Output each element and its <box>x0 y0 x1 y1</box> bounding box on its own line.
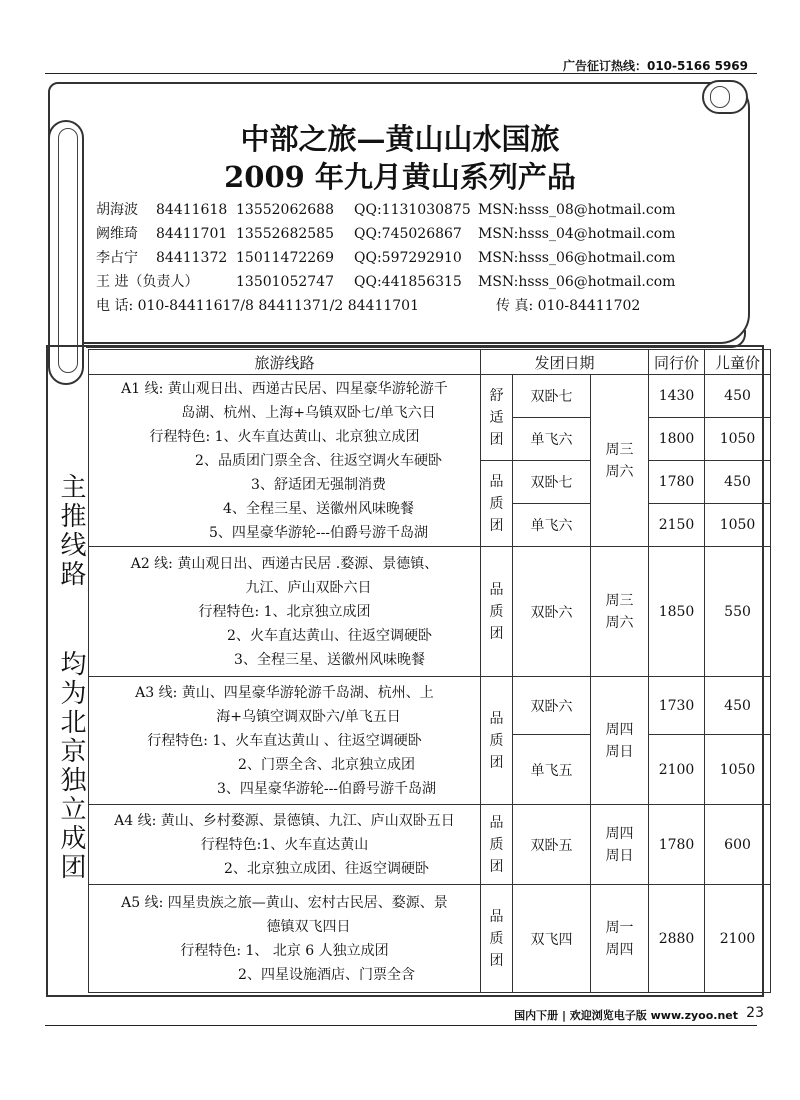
adult-price: 1780 <box>649 461 705 504</box>
desc-line: 行程特色: 1、北京独立成团 <box>198 603 371 620</box>
adult-price: 1800 <box>649 418 705 461</box>
adult-price: 1730 <box>649 677 705 735</box>
desc-line: A1 线: 黄山观日出、西递古民居、四星豪华游轮游千 <box>121 380 448 397</box>
desc-line: 2、火车直达黄山、往返空调硬卧 <box>227 627 432 644</box>
trip-type: 双卧六 <box>513 547 591 677</box>
desc-line: 2、品质团门票全含、往返空调火车硬卧 <box>195 452 442 469</box>
desc-line: A2 线: 黄山观日出、西递古民居 .婺源、景德镇、 <box>130 555 439 572</box>
desc-line: 5、四星豪华游轮---伯爵号游千岛湖 <box>208 524 429 541</box>
adult-price: 1430 <box>649 375 705 418</box>
trip-type: 单飞六 <box>513 504 591 547</box>
child-price: 600 <box>705 805 771 885</box>
trip-type: 双卧七 <box>513 375 591 418</box>
grade-text: 品质团 <box>489 473 504 534</box>
contact-row <box>96 246 696 270</box>
contact-list <box>96 198 696 318</box>
adult-price: 1780 <box>649 805 705 885</box>
desc-line: 2、门票全含、北京独立成团 <box>238 756 415 773</box>
route-a4-grade <box>481 805 513 885</box>
table-row <box>89 375 771 418</box>
route-a2-grade <box>481 547 513 677</box>
desc-line: 九江、庐山双卧六日 <box>245 579 372 596</box>
contact-row <box>96 222 696 246</box>
route-a2-desc <box>89 547 481 677</box>
side-label <box>54 345 88 997</box>
desc-line: 4、全程三星、送徽州风味晚餐 <box>223 500 414 517</box>
contact-name: 阙维琦 <box>96 226 138 242</box>
desc-line: 行程特色: 1、火车直达黄山 、往返空调硬卧 <box>147 732 422 749</box>
desc-line: 3、四星豪华游轮---伯爵号游千岛湖 <box>216 780 437 797</box>
route-a3-desc <box>89 677 481 805</box>
days-text: 周三周六 <box>605 441 634 480</box>
table-header-row <box>89 350 771 375</box>
header-depart: 发团日期 <box>481 350 649 375</box>
contact-msn: MSN:hsss_04@hotmail.com <box>478 226 676 242</box>
grade-text: 舒适团 <box>489 387 504 448</box>
trip-type: 双飞四 <box>513 885 591 993</box>
contact-qq: QQ:745026867 <box>354 226 462 242</box>
desc-line: 行程特色: 1、 北京 6 人独立成团 <box>180 942 389 959</box>
page-title: 中部之旅—黄山山水国旅 <box>240 122 560 156</box>
child-price: 1050 <box>705 504 771 547</box>
contact-qq: QQ:1131030875 <box>354 202 471 218</box>
route-a1-grade-quality <box>481 461 513 547</box>
table-row <box>89 547 771 677</box>
route-a5-grade <box>481 885 513 993</box>
child-price: 450 <box>705 375 771 418</box>
table-row <box>89 805 771 885</box>
scroll-curl-right-inner <box>710 86 730 108</box>
grade-text: 品质团 <box>489 710 504 771</box>
contact-msn: MSN:hsss_06@hotmail.com <box>478 250 676 266</box>
route-a4-days <box>591 805 649 885</box>
adult-price: 1850 <box>649 547 705 677</box>
trip-type: 双卧五 <box>513 805 591 885</box>
days-text: 周三周六 <box>605 592 634 631</box>
route-a1-grade-comfort <box>481 375 513 461</box>
contact-row <box>96 270 696 294</box>
contact-phone: 84411372 <box>156 250 228 266</box>
contact-name: 王 进（负责人） <box>96 274 199 290</box>
grade-text: 品质团 <box>489 814 504 875</box>
ad-hotline: 广告征订热线：010-5166 5969 <box>562 59 748 73</box>
grade-text: 品质团 <box>489 908 504 969</box>
desc-line: 3、全程三星、送徽州风味晚餐 <box>234 651 425 668</box>
contact-mobile: 13501052747 <box>236 274 334 290</box>
grade-text: 品质团 <box>489 581 504 642</box>
contact-mobile: 15011472269 <box>236 250 334 266</box>
contact-qq: QQ:441856315 <box>354 274 462 290</box>
routes-table <box>88 349 771 993</box>
contact-row <box>96 198 696 222</box>
desc-line: 3、舒适团无强制消费 <box>251 476 386 493</box>
footer-text[interactable]: 国内下册 | 欢迎浏览电子版 www.zyoo.net <box>514 1009 738 1022</box>
desc-line: 行程特色: 1、火车直达黄山、北京独立成团 <box>149 428 420 445</box>
header-adult-price: 同行价 <box>649 350 705 375</box>
table-row <box>89 677 771 735</box>
contact-phone: 84411701 <box>156 226 228 242</box>
desc-line: 2、四星设施酒店、门票全含 <box>238 966 415 983</box>
contact-msn: MSN:hsss_08@hotmail.com <box>478 202 676 218</box>
adult-price: 2100 <box>649 735 705 805</box>
trip-type: 单飞五 <box>513 735 591 805</box>
side-text-top: 主推线路 <box>56 473 86 589</box>
child-price: 450 <box>705 677 771 735</box>
days-text: 周一周四 <box>605 919 634 958</box>
route-a3-grade <box>481 677 513 805</box>
route-a3-days <box>591 677 649 805</box>
route-a4-desc <box>89 805 481 885</box>
contact-msn: MSN:hsss_06@hotmail.com <box>478 274 676 290</box>
contact-mobile: 13552682585 <box>236 226 334 242</box>
desc-line: A4 线: 黄山、乡村婺源、景德镇、九江、庐山双卧五日 <box>114 812 455 829</box>
page-subtitle: 2009 年九月黄山系列产品 <box>224 160 576 194</box>
contact-mobile: 13552062688 <box>236 202 334 218</box>
adult-price: 2880 <box>649 885 705 993</box>
child-price: 450 <box>705 461 771 504</box>
days-text: 周四周日 <box>605 721 634 760</box>
desc-line: A3 线: 黄山、四星豪华游轮游千岛湖、杭州、上 <box>135 684 434 701</box>
route-a2-days <box>591 547 649 677</box>
trip-type: 双卧六 <box>513 677 591 735</box>
trip-type: 单飞六 <box>513 418 591 461</box>
side-label-bottom <box>54 650 88 882</box>
contact-name: 胡海波 <box>96 202 138 218</box>
desc-line: 2、北京独立成团、往返空调硬卧 <box>224 860 429 877</box>
adult-price: 2150 <box>649 504 705 547</box>
desc-line: 海+乌镇空调双卧六/单飞五日 <box>216 708 401 725</box>
child-price: 1050 <box>705 418 771 461</box>
child-price: 1050 <box>705 735 771 805</box>
route-a1-days <box>591 375 649 547</box>
desc-line: 岛湖、杭州、上海+乌镇双卧七/单飞六日 <box>181 404 436 421</box>
desc-line: 德镇双飞四日 <box>266 918 351 935</box>
office-fax: 传 真: 010-84411702 <box>496 298 641 314</box>
header-child-price: 儿童价 <box>705 350 771 375</box>
contact-name: 李占宁 <box>96 250 138 266</box>
office-phone: 电 话: 010-84411617/8 84411371/2 84411701 <box>96 298 419 314</box>
page-number: 23 <box>746 1005 764 1021</box>
days-text: 周四周日 <box>605 825 634 864</box>
route-a5-desc <box>89 885 481 993</box>
child-price: 550 <box>705 547 771 677</box>
header-route: 旅游线路 <box>89 350 481 375</box>
contact-qq: QQ:597292910 <box>354 250 462 266</box>
desc-line: A5 线: 四星贵族之旅—黄山、宏村古民居、婺源、景 <box>121 894 448 911</box>
side-text-bottom: 均为北京独立成团 <box>56 650 86 882</box>
desc-line: 行程特色:1、火车直达黄山 <box>200 836 369 853</box>
route-a1-desc <box>89 375 481 547</box>
footer-rule <box>45 1025 757 1026</box>
child-price: 2100 <box>705 885 771 993</box>
top-rule <box>45 73 757 74</box>
side-label-top <box>54 473 88 589</box>
table-row <box>89 885 771 993</box>
trip-type: 双卧七 <box>513 461 591 504</box>
contact-phone: 84411618 <box>156 202 228 218</box>
phone-fax-row <box>96 294 696 318</box>
route-a5-days <box>591 885 649 993</box>
